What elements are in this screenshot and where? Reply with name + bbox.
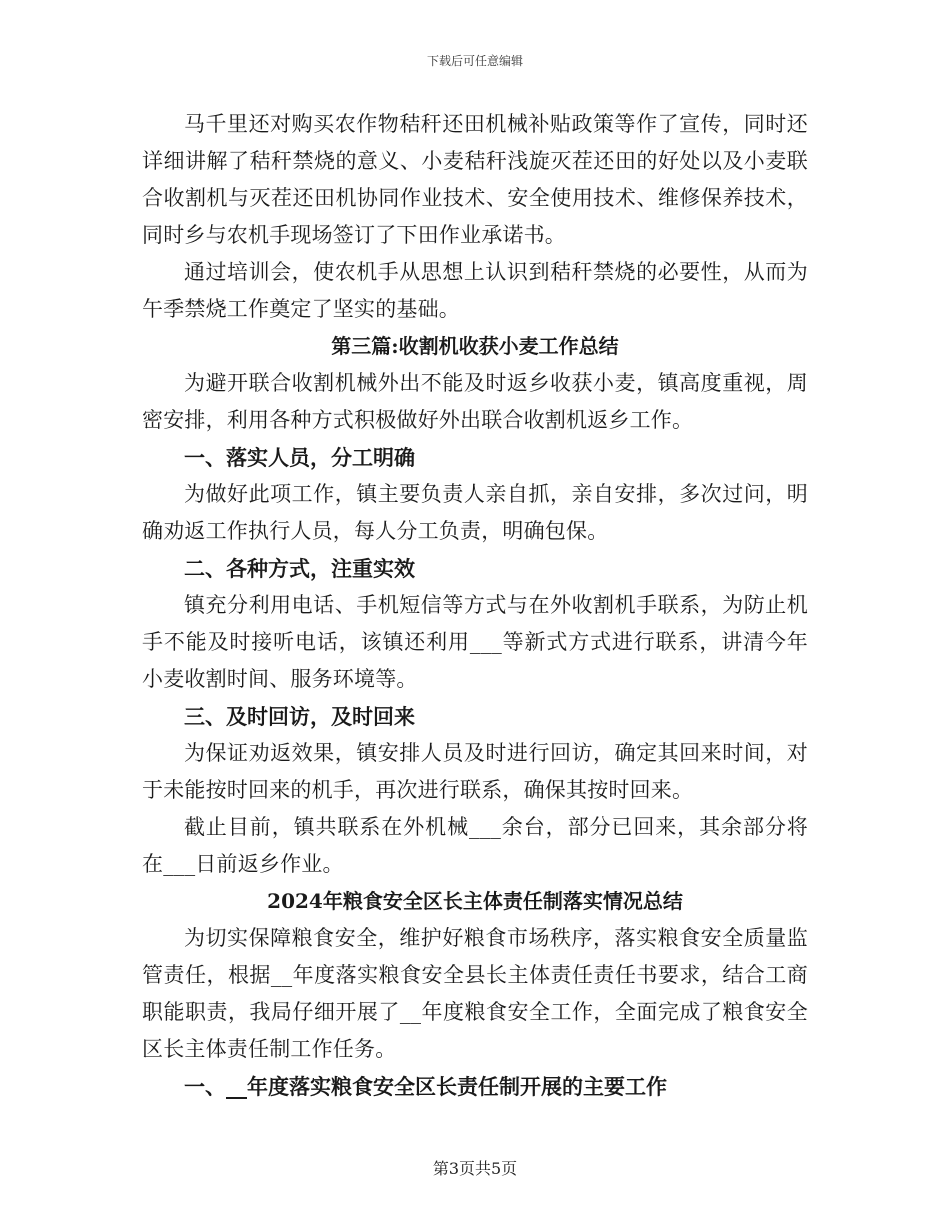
paragraph-5: 镇充分利用电话、手机短信等方式与在外收割机手联系，为防止机手不能及时接听电话，该镇还利用___等新式方式进行联系，讲清今年小麦收割时间、服务环境等。 bbox=[142, 593, 808, 691]
section-title-4: 2024年粮食安全区长主体责任制落实情况总结 bbox=[267, 889, 683, 913]
paragraph-7: 截止目前，镇共联系在外机械___余台，部分已回来，其余部分将在___日前返乡作业。 bbox=[142, 815, 808, 876]
paragraph-2: 通过培训会，使农机手从思想上认识到秸秆禁烧的必要性，从而为午季禁烧工作奠定了坚实的基础。 bbox=[142, 260, 808, 321]
heading-1: 一、落实人员，分工明确 bbox=[184, 445, 415, 470]
heading-4: 一、__年度落实粮食安全区长责任制开展的主要工作 bbox=[184, 1074, 667, 1099]
paragraph-6: 为保证劝返效果，镇安排人员及时进行回访，确定其回来时间，对于未能按时回来的机手，再次进行联系，确保其按时回来。 bbox=[142, 741, 808, 802]
page-header-note: 下载后可任意编辑 bbox=[426, 54, 523, 68]
document-body bbox=[142, 106, 808, 1105]
paragraph-4: 为做好此项工作，镇主要负责人亲自抓，亲自安排，多次过问，明确劝返工作执行人员，每人分工负责，明确包保。 bbox=[142, 482, 808, 543]
heading-3: 三、及时回访，及时回来 bbox=[184, 704, 415, 729]
paragraph-3: 为避开联合收割机械外出不能及时返乡收获小麦，镇高度重视，周密安排，利用各种方式积极做好外出联合收割机返乡工作。 bbox=[142, 371, 808, 432]
heading-2: 二、各种方式，注重实效 bbox=[184, 556, 415, 581]
section-title-3: 第三篇:收割机收获小麦工作总结 bbox=[331, 334, 619, 358]
page-footer-number: 第3页共5页 bbox=[432, 1159, 518, 1178]
paragraph-8: 为切实保障粮食安全，维护好粮食市场秩序，落实粮食安全质量监管责任，根据__年度落实粮食安全县长主体责任责任书要求，结合工商职能职责，我局仔细开展了__年度粮食安全工作，全面完成了粮食安全区长主体责任制工作任务。 bbox=[142, 926, 808, 1061]
paragraph-1: 马千里还对购买农作物秸秆还田机械补贴政策等作了宣传，同时还详细讲解了秸秆禁烧的意义、小麦秸秆浅旋灭茬还田的好处以及小麦联合收割机与灭茬还田机协同作业技术、安全使用技术、维修保养技术，同时乡与农机手现场签订了下田作业承诺书。 bbox=[142, 112, 808, 247]
